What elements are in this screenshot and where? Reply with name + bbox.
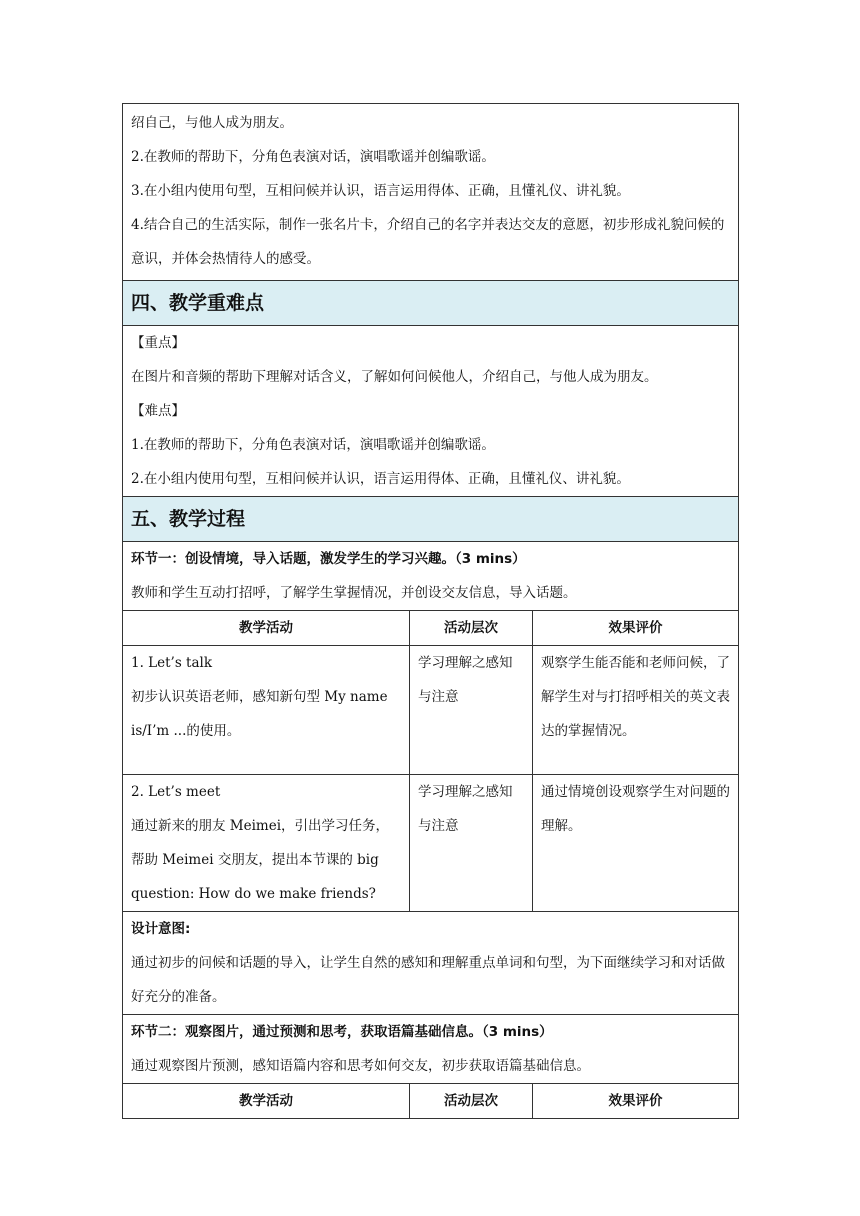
activity-desc: 初步认识英语老师，感知新句型 My name is/I’m ...的使用。 (131, 689, 388, 739)
activity-eval: 通过情境创设观察学生对问题的理解。 (541, 784, 730, 834)
objectives-row (123, 104, 739, 281)
header-evaluation: 效果评价 (533, 611, 739, 646)
key-difficult-row (123, 326, 739, 497)
lesson-plan-page (122, 103, 738, 1119)
difficult-label: 【难点】 (131, 403, 185, 419)
header-level: 活动层次 (410, 611, 533, 646)
header-activity: 教学活动 (123, 611, 410, 646)
section-four-header (123, 281, 739, 326)
design-intent-row (123, 912, 739, 1015)
difficult-item: 1.在教师的帮助下，分角色表演对话，演唱歌谣并创编歌谣。 (131, 437, 495, 453)
activity-title: 2. Let’s meet (131, 784, 221, 800)
activity-eval: 观察学生能否能和老师问候，了解学生对与打招呼相关的英文表达的掌握情况。 (541, 655, 730, 739)
section-title: 四、教学重难点 (123, 281, 739, 326)
phase-heading: 环节二：观察图片，通过预测和思考，获取语篇基础信息。（3 mins） (131, 1024, 553, 1040)
header-evaluation: 效果评价 (533, 1084, 739, 1119)
design-text: 通过初步的问候和话题的导入，让学生自然的感知和理解重点单词和句型，为下面继续学习和对话做好充分的准备。 (131, 955, 725, 1005)
header-level: 活动层次 (410, 1084, 533, 1119)
activity-level: 学习理解之感知与注意 (418, 655, 513, 705)
lesson-plan-table (122, 103, 739, 1119)
design-label: 设计意图: (131, 921, 191, 937)
phase-one-row (123, 542, 739, 611)
phase-desc: 通过观察图片预测，感知语篇内容和思考如何交友，初步获取语篇基础信息。 (131, 1058, 590, 1074)
phase-two-row (123, 1015, 739, 1084)
activity-table-header (123, 1084, 739, 1119)
section-title: 五、教学过程 (123, 497, 739, 542)
activity-level: 学习理解之感知与注意 (418, 784, 513, 834)
key-text: 在图片和音频的帮助下理解对话含义，了解如何问候他人，介绍自己，与他人成为朋友。 (131, 369, 658, 385)
phase-desc: 教师和学生互动打招呼，了解学生掌握情况，并创设交友信息，导入话题。 (131, 585, 577, 601)
objective-line: 绍自己，与他人成为朋友。 (131, 115, 293, 131)
activity-title: 1. Let’s talk (131, 655, 213, 671)
activity-desc: 通过新来的朋友 Meimei，引出学习任务，帮助 Meimei 交朋友，提出本节课的 big question: How do we make friends? (131, 818, 390, 902)
objective-line: 2.在教师的帮助下，分角色表演对话，演唱歌谣并创编歌谣。 (131, 149, 495, 165)
objective-line: 4.结合自己的生活实际，制作一张名片卡，介绍自己的名字并表达交友的意愿，初步形成礼貌问候的意识，并体会热情待人的感受。 (131, 217, 725, 267)
header-activity: 教学活动 (123, 1084, 410, 1119)
section-five-header (123, 497, 739, 542)
activity-table-header (123, 611, 739, 646)
activity-row (123, 775, 739, 912)
objective-line: 3.在小组内使用句型，互相问候并认识，语言运用得体、正确，且懂礼仪、讲礼貌。 (131, 183, 630, 199)
phase-heading: 环节一：创设情境，导入话题，激发学生的学习兴趣。（3 mins） (131, 551, 526, 567)
key-label: 【重点】 (131, 335, 185, 351)
activity-row (123, 646, 739, 775)
difficult-item: 2.在小组内使用句型，互相问候并认识，语言运用得体、正确，且懂礼仪、讲礼貌。 (131, 471, 630, 487)
